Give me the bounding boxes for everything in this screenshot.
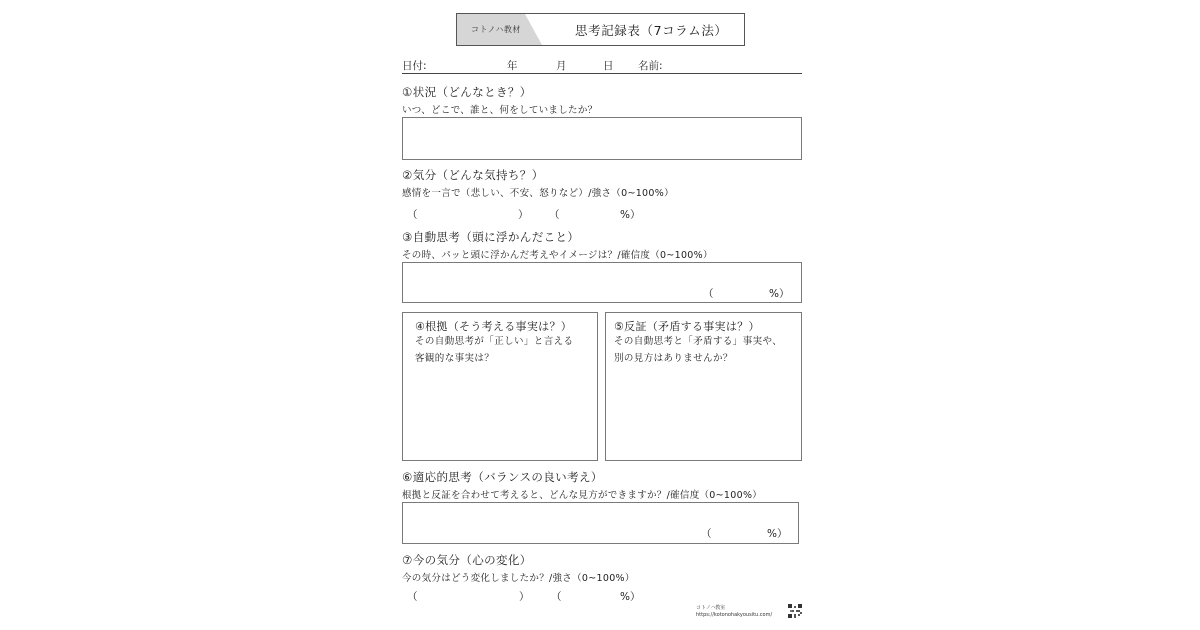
section-4-title: ④根拠（そう考える事実は？） xyxy=(415,320,573,333)
situation-input-box[interactable] xyxy=(402,117,802,160)
current-mood-pct-open: （ xyxy=(551,591,562,603)
footer-url[interactable]: https://kotonohakyousitu.com/ xyxy=(696,612,773,618)
day-label: 日 xyxy=(603,60,614,72)
section-3-subtitle: その時、パッと頭に浮かんだ考えやイメージは？/確信度（0~100%） xyxy=(402,250,713,261)
section-2-title: ②気分（どんな気持ち？） xyxy=(402,168,544,182)
adaptive-pct-open: （ xyxy=(701,528,712,540)
section-3-title: ③自動思考（頭に浮かんだこと） xyxy=(402,230,580,244)
qr-code-icon xyxy=(788,604,802,618)
mood-pct-open-paren: （ xyxy=(549,209,560,221)
current-mood-open-paren: （ xyxy=(407,591,418,603)
mood-emotion-field[interactable] xyxy=(420,205,515,221)
evidence-box[interactable] xyxy=(402,312,598,461)
section-1-subtitle: いつ、どこで、誰と、何をしていましたか？ xyxy=(402,105,598,116)
automatic-thought-input-box[interactable] xyxy=(402,262,802,303)
adaptive-thought-input-box[interactable] xyxy=(402,502,799,544)
month-label: 月 xyxy=(556,60,567,72)
section-5-line-2: 別の見方はありませんか？ xyxy=(614,353,733,364)
current-mood-strength-field[interactable] xyxy=(564,587,619,603)
adaptive-pct-close: %） xyxy=(767,528,788,540)
date-name-row xyxy=(402,58,802,74)
mood-pct-close: %） xyxy=(620,209,641,221)
section-5-title: ⑤反証（矛盾する事実は？） xyxy=(614,320,760,333)
current-mood-field[interactable] xyxy=(420,587,515,603)
section-6-title: ⑥適応的思考（バランスの良い考え） xyxy=(402,470,603,484)
footer-brand: コトノハ教室 xyxy=(696,605,726,611)
document-header xyxy=(456,13,745,46)
section-4-line-2: 客観的な事実は？ xyxy=(415,353,495,364)
header-tag: コトノハ教材 xyxy=(471,25,521,34)
section-7-subtitle: 今の気分はどう変化しましたか？/強さ（0~100%） xyxy=(402,573,635,584)
section-5-line-1: その自動思考と「矛盾する」事実や、 xyxy=(614,336,783,347)
year-label: 年 xyxy=(507,60,518,72)
counter-evidence-box[interactable] xyxy=(605,312,802,461)
section-4-line-1: その自動思考が「正しい」と言える xyxy=(415,336,574,347)
current-mood-pct-close: %） xyxy=(620,591,641,603)
document-title: 思考記録表（7コラム法） xyxy=(575,23,728,38)
mood-strength-field[interactable] xyxy=(562,205,617,221)
name-label: 名前: xyxy=(638,60,663,72)
section-2-subtitle: 感情を一言で（悲しい、不安、怒りなど）/強さ（0~100%） xyxy=(402,188,674,199)
section-7-title: ⑦今の気分（心の変化） xyxy=(402,553,532,567)
mood-open-paren: （ xyxy=(407,209,418,221)
mood-close-paren: ） xyxy=(518,209,529,221)
section-6-subtitle: 根拠と反証を合わせて考えると、どんな見方ができますか？/確信度（0~100%） xyxy=(402,490,763,501)
section-1-title: ①状況（どんなとき？） xyxy=(402,85,532,99)
current-mood-close-paren: ） xyxy=(519,591,530,603)
thought-pct-open: （ xyxy=(703,288,714,300)
thought-pct-close: %） xyxy=(769,288,790,300)
date-label: 日付: xyxy=(402,60,427,72)
